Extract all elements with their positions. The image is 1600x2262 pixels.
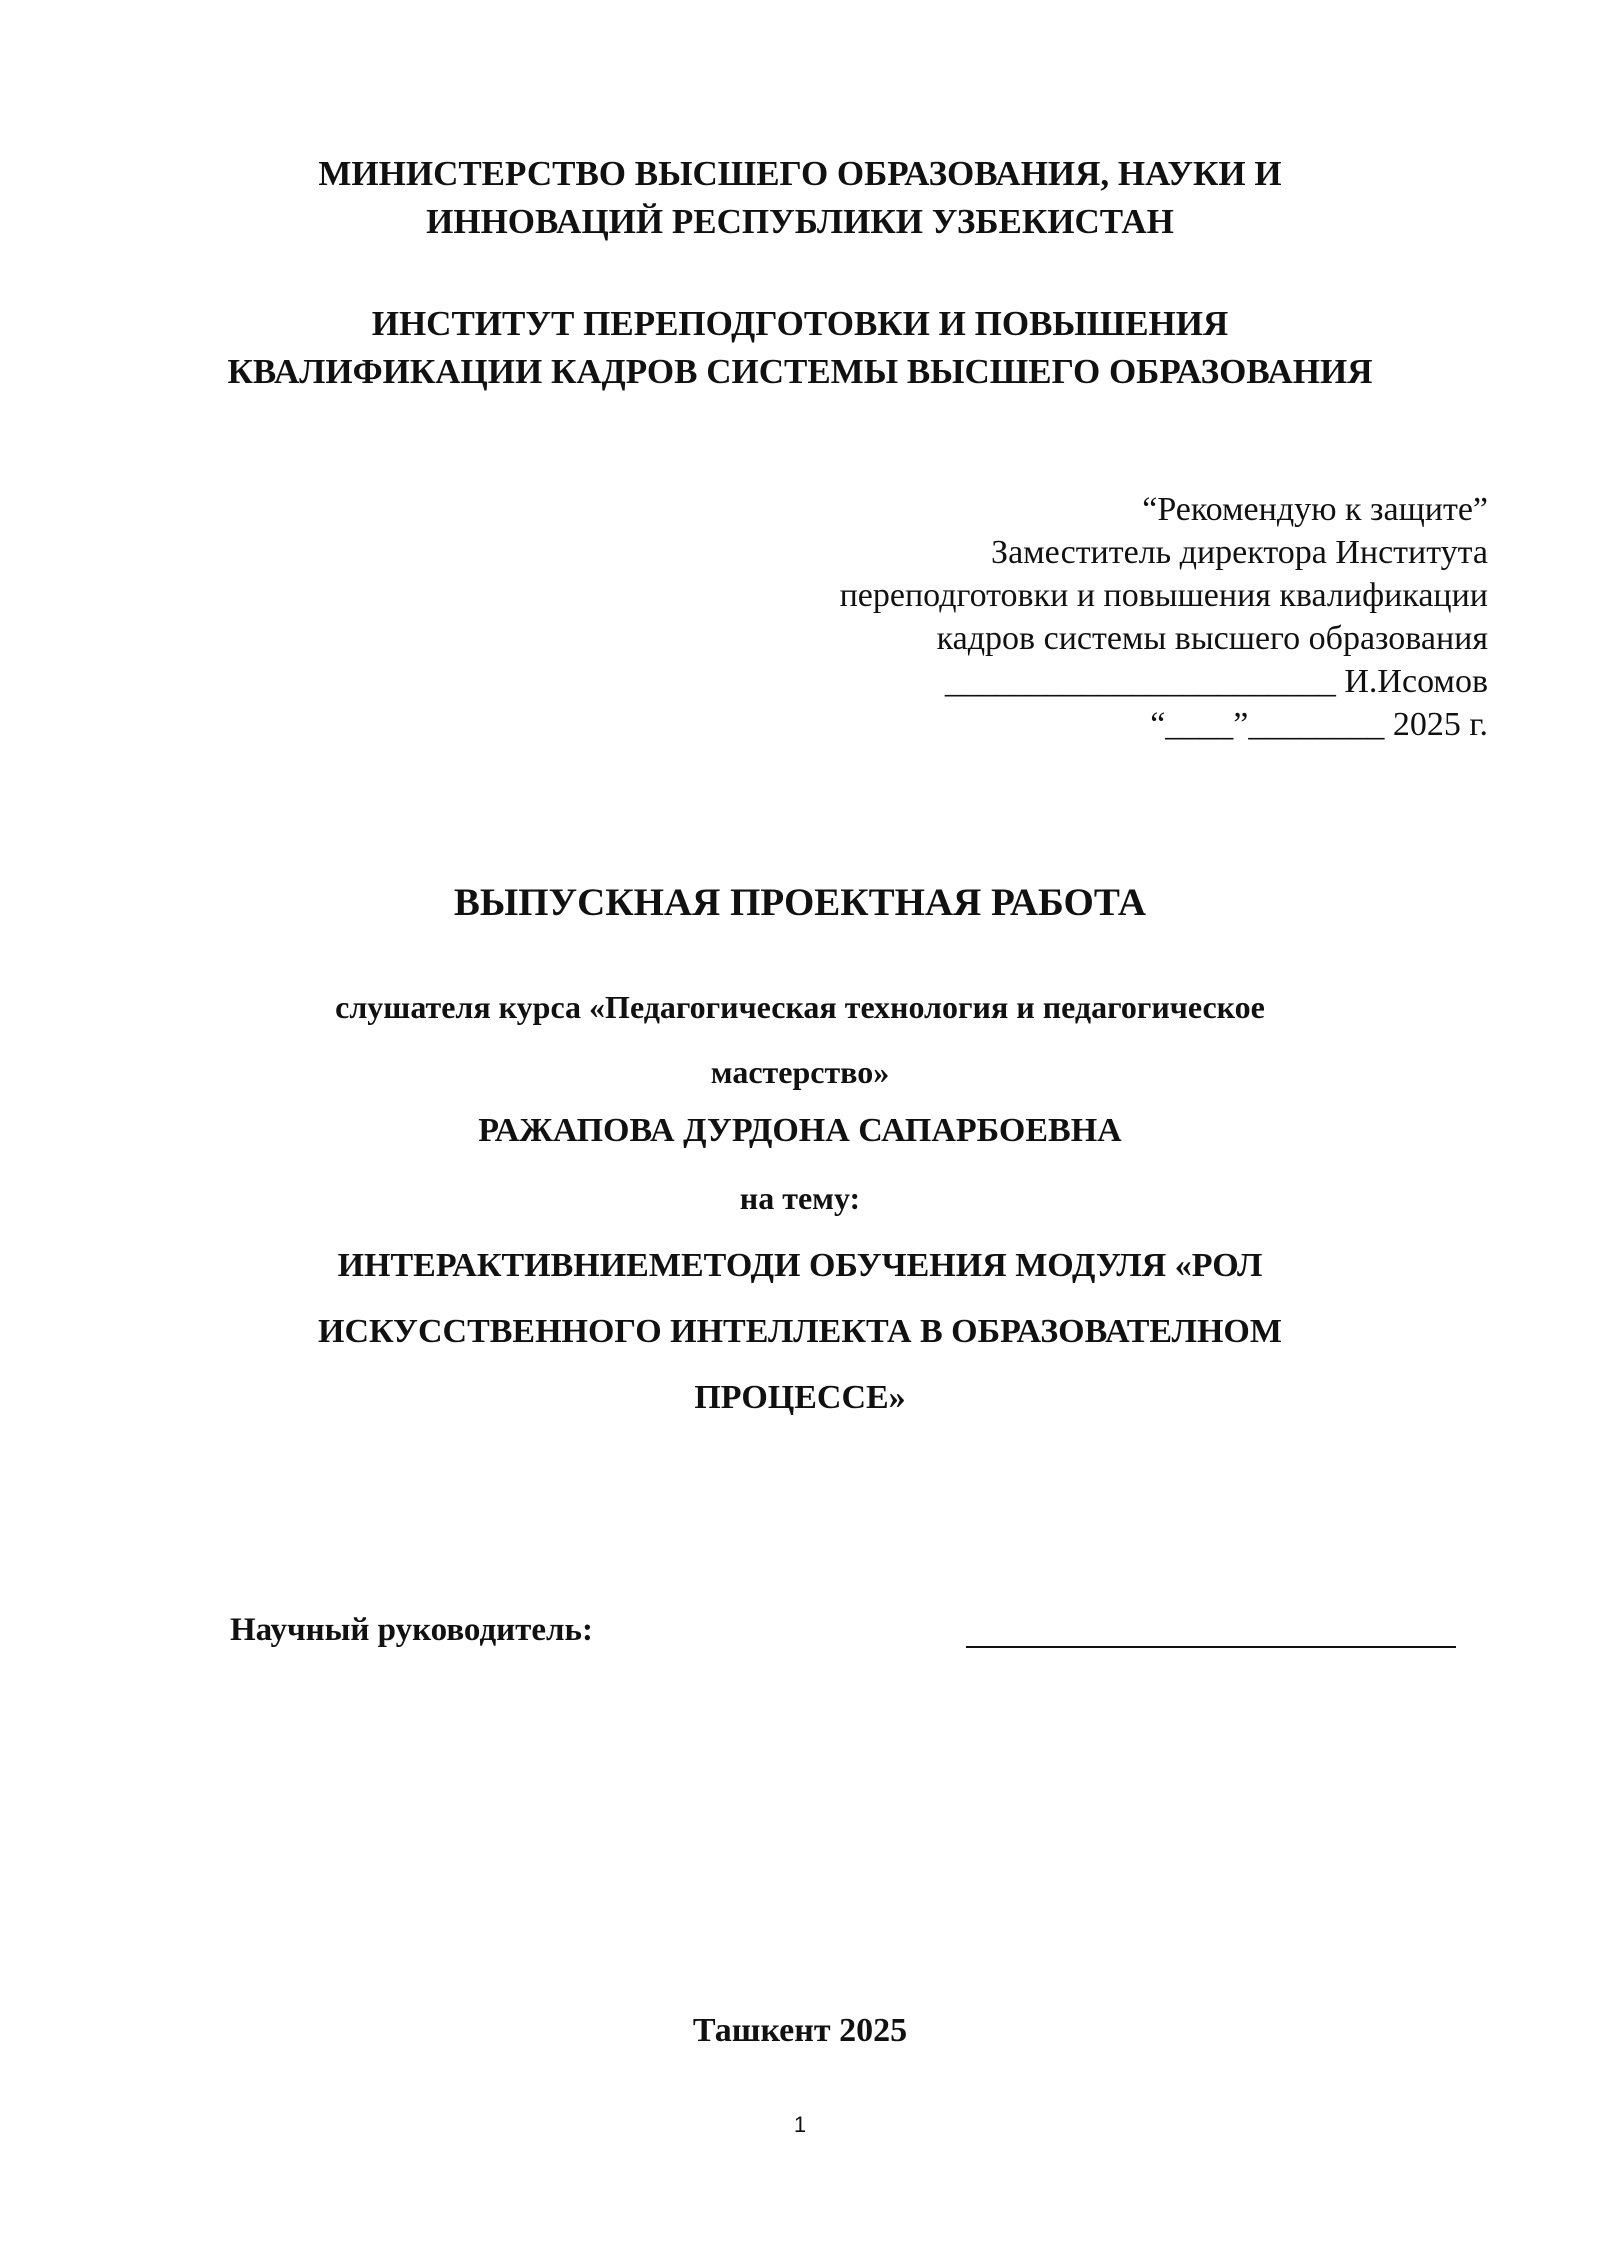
page-number: 1 [793,2112,807,2137]
approval-signature-line: _______________________ И.Исомов [944,663,1488,700]
topic-line: ПРОЦЕССЕ» [694,1379,906,1416]
supervisor-signature-line [966,1646,1456,1648]
supervisor-label: Научный руководитель: [230,1612,593,1648]
institute-line: КВАЛИФИКАЦИИ КАДРОВ СИСТЕМЫ ВЫСШЕГО ОБРАЗОВАНИЯ [227,352,1373,391]
approval-block [588,488,1488,746]
ministry-heading [0,150,1600,246]
ministry-line: МИНИСТЕРСТВО ВЫСШЕГО ОБРАЗОВАНИЯ, НАУКИ И [318,154,1282,193]
ministry-line: ИННОВАЦИЙ РЕСПУБЛИКИ УЗБЕКИСТАН [426,202,1174,241]
approval-position-line: переподготовки и повышения квалификации [839,577,1488,614]
listener-course [0,975,1600,1105]
student-name: РАЖАПОВА ДУРДОНА САПАРБОЕВНА [478,1112,1122,1149]
listener-line: слушателя курса «Педагогическая технология и педагогическое [335,989,1265,1025]
approval-position-line: Заместитель директора Института [991,534,1488,571]
topic-line: ИСКУССТВЕННОГО ИНТЕЛЛЕКТА В ОБРАЗОВАТЕЛНОМ [318,1313,1282,1350]
approval-position-line: кадров системы высшего образования [936,620,1488,657]
institute-line: ИНСТИТУТ ПЕРЕПОДГОТОВКИ И ПОВЫШЕНИЯ [371,304,1229,343]
document-type-title: ВЫПУСКНАЯ ПРОЕКТНАЯ РАБОТА [453,881,1147,924]
institute-heading [0,300,1600,396]
topic-title [0,1233,1600,1431]
approval-date-line: “____”________ 2025 г. [1150,706,1488,743]
topic-line: ИНТЕРАКТИВНИЕМЕТОДИ ОБУЧЕНИЯ МОДУЛЯ «РОЛ [337,1247,1263,1284]
approval-recommend: “Рекомендую к защите” [1142,491,1488,528]
listener-line: мастерство» [710,1054,890,1090]
city-year: Ташкент 2025 [692,2012,908,2049]
topic-label: на тему: [739,1180,861,1216]
